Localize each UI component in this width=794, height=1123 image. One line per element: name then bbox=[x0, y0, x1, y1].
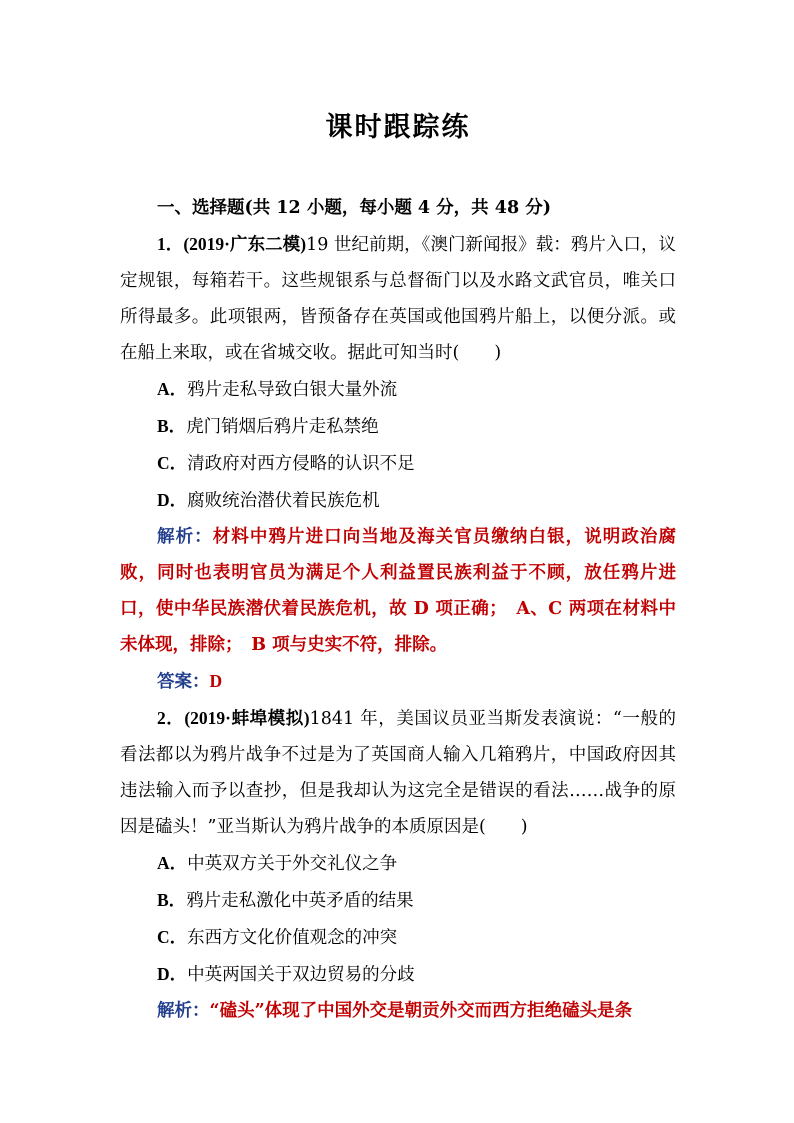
option-b bbox=[120, 408, 676, 445]
option-letter: A． bbox=[157, 379, 188, 399]
option-text: 中英双方关于外交礼仪之争 bbox=[187, 854, 398, 874]
option-c bbox=[120, 919, 676, 956]
answer-1 bbox=[120, 663, 676, 700]
analysis-text: 材料中鸦片进口向当地及海关官员缴纳白银，说明政治腐败，同时也表明官员为满足个人利益置民族利益于不顾，放任鸦片进口，使中华民族潜伏着民族危机，故 D 项正确； A、C 两项在材料中未体现，排除； B 项与史实不符，排除。 bbox=[120, 527, 677, 655]
option-letter: D． bbox=[157, 490, 188, 510]
analysis-2 bbox=[120, 993, 676, 1029]
option-text: 腐败统治潜伏着民族危机 bbox=[187, 491, 380, 511]
option-a bbox=[120, 845, 676, 882]
option-b bbox=[120, 882, 676, 919]
option-letter: D． bbox=[157, 964, 188, 984]
option-text: 虎门销烟后鸦片走私禁绝 bbox=[186, 417, 379, 437]
option-letter: A． bbox=[157, 853, 188, 873]
question-number: 1． bbox=[157, 234, 184, 254]
option-text: 东西方文化价值观念的冲突 bbox=[187, 928, 398, 948]
option-letter: C． bbox=[157, 453, 188, 473]
option-c bbox=[120, 445, 676, 482]
question-source: (2019·广东二模) bbox=[183, 234, 307, 254]
question-stem: 19 世纪前期，《澳门新闻报》载：鸦片入口，议定规银，每箱若干。这些规银系与总督衙门以及水路文武官员，唯关口所得最多。此项银两，皆预备存在英国或他国鸦片船上，以便分派。或在船上来取，或在省城交收。据此可知当时( ) bbox=[120, 235, 676, 363]
question-source: (2019·蚌埠模拟) bbox=[184, 708, 310, 728]
answer-value: D bbox=[209, 671, 223, 691]
page-title: 课时跟踪练 bbox=[325, 112, 471, 143]
analysis-1 bbox=[120, 519, 676, 663]
option-letter: B． bbox=[157, 890, 187, 910]
question-stem: 1841 年，美国议员亚当斯发表演说：“一般的看法都以为鸦片战争不过是为了英国商人输入几箱鸦片，中国政府因其违法输入而予以查抄，但是我却认为这完全是错误的看法……战争的原因是磕头！”亚当斯认为鸦片战争的本质原因是( ) bbox=[120, 709, 677, 837]
option-text: 清政府对西方侵略的认识不足 bbox=[187, 454, 415, 474]
section-header: 一、选择题(共 12 小题，每小题 4 分，共 48 分) bbox=[157, 198, 551, 218]
option-letter: B． bbox=[157, 416, 187, 436]
question-2 bbox=[120, 700, 676, 845]
option-text: 鸦片走私激化中英矛盾的结果 bbox=[186, 891, 414, 911]
question-1 bbox=[120, 226, 676, 371]
analysis-text: “磕头”体现了中国外交是朝贡外交而西方拒绝磕头是条 bbox=[209, 1001, 633, 1021]
option-d bbox=[120, 482, 676, 519]
question-number: 2． bbox=[157, 708, 185, 728]
option-d bbox=[120, 956, 676, 993]
option-a bbox=[120, 371, 676, 408]
option-text: 中英两国关于双边贸易的分歧 bbox=[187, 965, 415, 985]
analysis-label: 解析： bbox=[157, 527, 213, 547]
analysis-label: 解析： bbox=[157, 1001, 210, 1021]
document-page bbox=[120, 110, 676, 1029]
option-letter: C． bbox=[157, 927, 188, 947]
option-text: 鸦片走私导致白银大量外流 bbox=[187, 380, 398, 400]
answer-label: 答案： bbox=[157, 672, 210, 692]
